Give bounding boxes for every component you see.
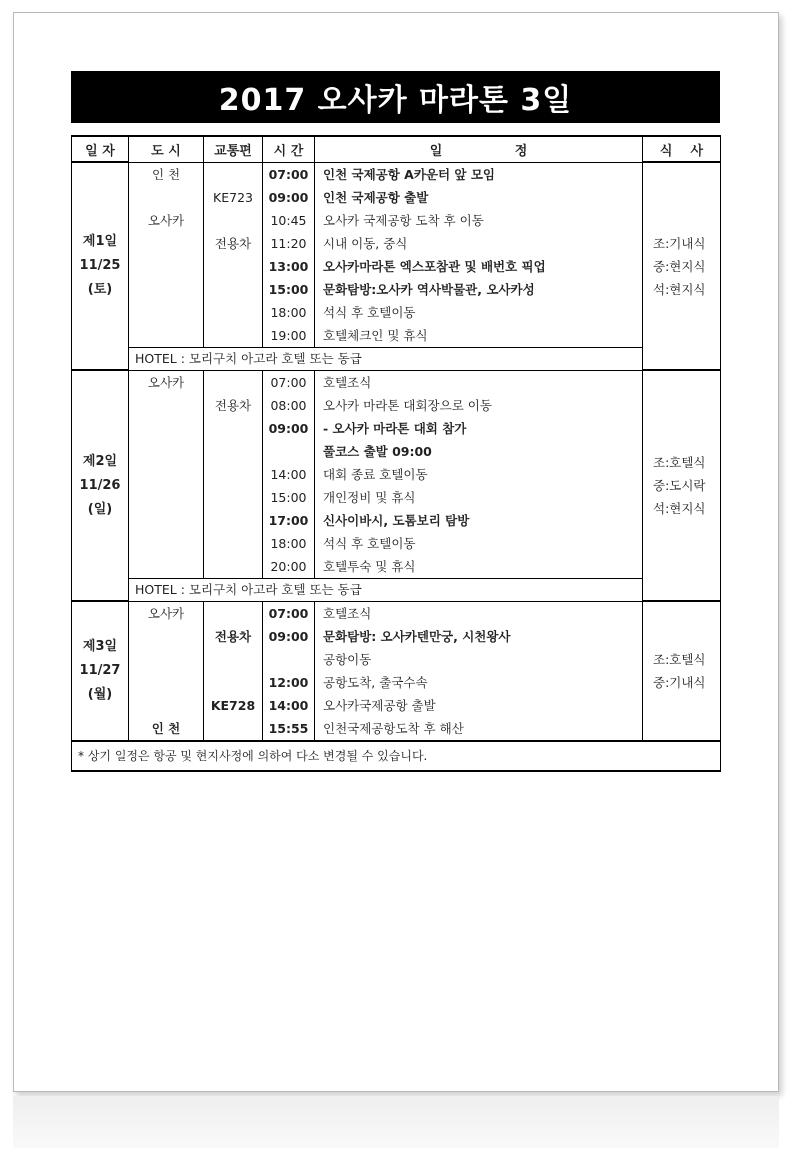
- table-row: [72, 255, 721, 278]
- hotel-info: HOTEL : 모리구치 아고라 호텔 또는 동급: [129, 578, 643, 601]
- header-schedule: 일 정: [315, 136, 643, 162]
- meal-item: 중:도시락: [653, 478, 706, 493]
- transport-cell: [204, 324, 263, 348]
- time-cell: 09:00: [263, 625, 315, 648]
- page-title: 2017 오사카 마라톤 3일: [71, 71, 720, 123]
- schedule-cell: 호텔조식: [315, 601, 643, 625]
- time-cell: 14:00: [263, 463, 315, 486]
- city-cell: 오사카: [129, 370, 204, 394]
- time-cell: 11:20: [263, 232, 315, 255]
- meals-cell: [643, 601, 721, 741]
- city-cell: [129, 440, 204, 463]
- transport-cell: [204, 162, 263, 186]
- time-cell: 10:45: [263, 209, 315, 232]
- header-transport: 교통편: [204, 136, 263, 162]
- time-cell: 15:00: [263, 278, 315, 301]
- meal-item: 조:기내식: [653, 235, 706, 251]
- city-cell: 인 천: [129, 717, 204, 741]
- time-cell: 07:00: [263, 162, 315, 186]
- day-cell: [72, 370, 129, 601]
- transport-cell: 전용차: [204, 625, 263, 648]
- table-row: [72, 440, 721, 463]
- schedule-cell: 인천국제공항도착 후 해산: [315, 717, 643, 741]
- schedule-cell: 공항도착, 출국수속: [315, 671, 643, 694]
- schedule-cell: 개인정비 및 휴식: [315, 486, 643, 509]
- day-label: 제1일: [82, 234, 118, 249]
- time-cell: 15:55: [263, 717, 315, 741]
- day-weekday: (일): [87, 501, 113, 517]
- schedule-cell: 오사카국제공항 출발: [315, 694, 643, 717]
- day-date: 11/26: [79, 477, 121, 493]
- transport-cell: 전용차: [204, 394, 263, 417]
- schedule-body: [72, 162, 721, 771]
- city-cell: [129, 555, 204, 579]
- transport-cell: [204, 555, 263, 579]
- table-row: [72, 301, 721, 324]
- transport-cell: [204, 370, 263, 394]
- transport-cell: [204, 301, 263, 324]
- schedule-cell: 시내 이동, 중식: [315, 232, 643, 255]
- transport-cell: [204, 486, 263, 509]
- city-cell: [129, 255, 204, 278]
- table-row: [72, 324, 721, 348]
- time-cell: 18:00: [263, 301, 315, 324]
- meals-cell: [643, 162, 721, 370]
- schedule-cell: 오사카마라톤 엑스포참관 및 배번호 픽업: [315, 255, 643, 278]
- city-cell: [129, 509, 204, 532]
- time-cell: 09:00: [263, 186, 315, 209]
- table-row: [72, 671, 721, 694]
- transport-cell: 전용차: [204, 232, 263, 255]
- table-row: [72, 625, 721, 648]
- time-cell: 15:00: [263, 486, 315, 509]
- city-cell: [129, 278, 204, 301]
- time-cell: 08:00: [263, 394, 315, 417]
- city-cell: [129, 648, 204, 671]
- meal-item: 석:현지식: [653, 501, 706, 516]
- city-cell: 인 천: [129, 162, 204, 186]
- time-cell: 14:00: [263, 694, 315, 717]
- time-cell: 07:00: [263, 601, 315, 625]
- transport-cell: [204, 209, 263, 232]
- schedule-cell: 풀코스 출발 09:00: [315, 440, 643, 463]
- schedule-cell: 호텔체크인 및 휴식: [315, 324, 643, 348]
- city-cell: 오사카: [129, 209, 204, 232]
- day-cell: [72, 162, 129, 370]
- table-row: [72, 417, 721, 440]
- day-label: 제3일: [82, 638, 118, 654]
- day-weekday: (월): [87, 686, 113, 702]
- schedule-cell: 공항이동: [315, 648, 643, 671]
- time-cell: 17:00: [263, 509, 315, 532]
- schedule-cell: 호텔투숙 및 휴식: [315, 555, 643, 579]
- city-cell: [129, 625, 204, 648]
- transport-cell: [204, 717, 263, 741]
- table-row: [72, 694, 721, 717]
- schedule-cell: 호텔조식: [315, 370, 643, 394]
- schedule-cell: 석식 후 호텔이동: [315, 301, 643, 324]
- table-row: [72, 486, 721, 509]
- city-cell: [129, 186, 204, 209]
- meals-cell: [643, 370, 721, 601]
- time-cell: [263, 648, 315, 671]
- time-cell: 07:00: [263, 370, 315, 394]
- city-cell: [129, 463, 204, 486]
- schedule-cell: 오사카 마라톤 대회장으로 이동: [315, 394, 643, 417]
- schedule-cell: 신사이바시, 도톰보리 탐방: [315, 509, 643, 532]
- time-cell: 20:00: [263, 555, 315, 579]
- transport-cell: [204, 417, 263, 440]
- meal-item: 조:호텔식: [653, 455, 706, 470]
- transport-cell: [204, 601, 263, 625]
- city-cell: [129, 324, 204, 348]
- table-row: [72, 601, 721, 625]
- header-city: 도 시: [129, 136, 204, 162]
- transport-cell: [204, 532, 263, 555]
- transport-cell: [204, 648, 263, 671]
- city-cell: [129, 486, 204, 509]
- schedule-cell: 석식 후 호텔이동: [315, 532, 643, 555]
- city-cell: [129, 394, 204, 417]
- table-row: [72, 209, 721, 232]
- day-date: 11/25: [79, 258, 121, 273]
- meal-item: 조:호텔식: [653, 651, 706, 667]
- schedule-cell: 문화탐방: 오사카텐만궁, 시천왕사: [315, 625, 643, 648]
- time-cell: 13:00: [263, 255, 315, 278]
- meal-item: 석:현지식: [653, 281, 706, 297]
- city-cell: [129, 232, 204, 255]
- hotel-info: HOTEL : 모리구치 아고라 호텔 또는 동급: [129, 347, 643, 370]
- header-time: 시 간: [263, 136, 315, 162]
- bottom-band: [13, 1096, 779, 1148]
- schedule-cell: 문화탐방:오사카 역사박물관, 오사카성: [315, 278, 643, 301]
- table-row: [72, 463, 721, 486]
- table-row: [72, 394, 721, 417]
- city-cell: [129, 301, 204, 324]
- table-row: [72, 186, 721, 209]
- disclaimer-note: * 상기 일정은 항공 및 현지사정에 의하여 다소 변경될 수 있습니다.: [72, 741, 721, 771]
- table-row: [72, 509, 721, 532]
- time-cell: 18:00: [263, 532, 315, 555]
- transport-cell: KE728: [204, 694, 263, 717]
- schedule-cell: 오사카 국제공항 도착 후 이동: [315, 209, 643, 232]
- table-row: [72, 162, 721, 186]
- transport-cell: [204, 509, 263, 532]
- header-meals: 식 사: [643, 136, 721, 162]
- header-row: [72, 136, 721, 162]
- day-label: 제2일: [82, 453, 118, 469]
- city-cell: [129, 532, 204, 555]
- meal-item: 중:기내식: [653, 674, 706, 690]
- city-cell: [129, 417, 204, 440]
- transport-cell: [204, 463, 263, 486]
- schedule-cell: 대회 종료 호텔이동: [315, 463, 643, 486]
- header-day: 일 자: [72, 136, 129, 162]
- table-row: [72, 555, 721, 579]
- schedule-table: [71, 135, 721, 772]
- city-cell: [129, 671, 204, 694]
- schedule-cell: 인천 국제공항 A카운터 앞 모임: [315, 162, 643, 186]
- time-cell: [263, 440, 315, 463]
- transport-cell: [204, 255, 263, 278]
- transport-cell: [204, 671, 263, 694]
- time-cell: 19:00: [263, 324, 315, 348]
- schedule-cell: 인천 국제공항 출발: [315, 186, 643, 209]
- transport-cell: [204, 440, 263, 463]
- city-cell: [129, 694, 204, 717]
- table-row: [72, 370, 721, 394]
- day-weekday: (토): [87, 282, 113, 297]
- meal-item: 중:현지식: [653, 258, 706, 274]
- day-date: 11/27: [79, 662, 121, 678]
- table-row: [72, 717, 721, 741]
- city-cell: 오사카: [129, 601, 204, 625]
- table-row: [72, 232, 721, 255]
- hotel-row: [72, 347, 721, 370]
- table-row: [72, 278, 721, 301]
- table-row: [72, 648, 721, 671]
- day-cell: [72, 601, 129, 741]
- hotel-row: [72, 578, 721, 601]
- note-row: [72, 741, 721, 771]
- transport-cell: KE723: [204, 186, 263, 209]
- table-row: [72, 532, 721, 555]
- time-cell: 12:00: [263, 671, 315, 694]
- transport-cell: [204, 278, 263, 301]
- time-cell: 09:00: [263, 417, 315, 440]
- schedule-cell: - 오사카 마라톤 대회 참가: [315, 417, 643, 440]
